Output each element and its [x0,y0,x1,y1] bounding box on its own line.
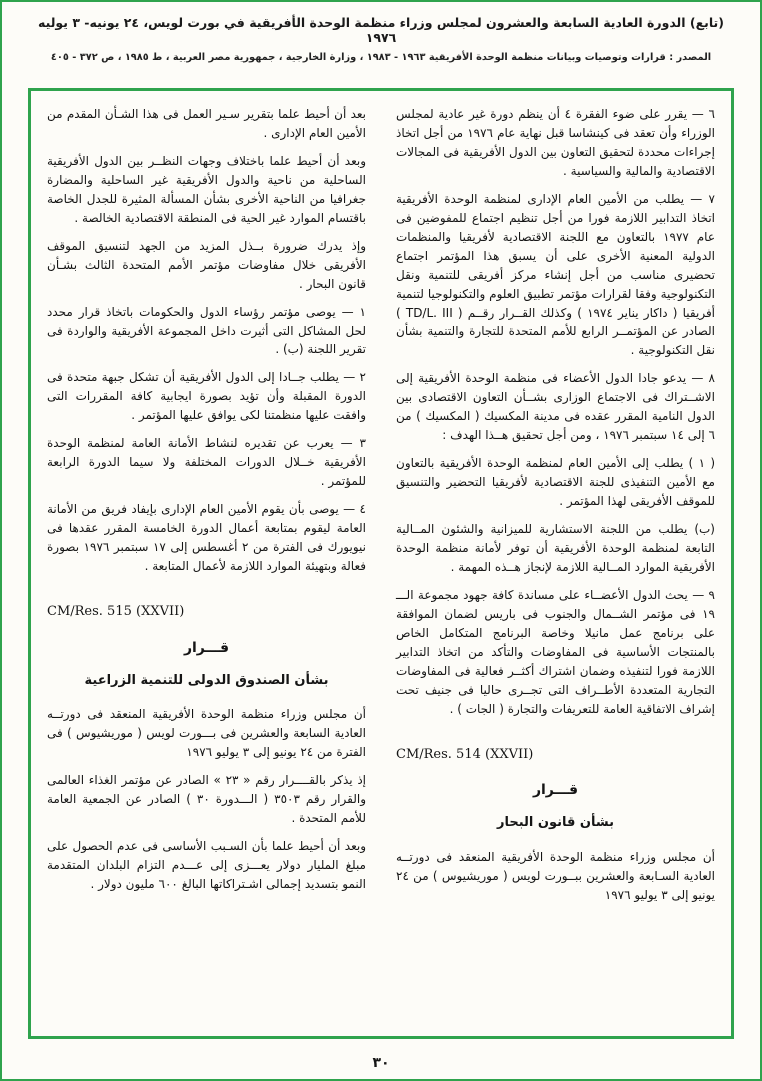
paragraph-aware-effort: وإذ يدرك ضرورة بــذل المزيد من الجهد لتنسيق الموقف الأفريقى خلال مفاوضات مؤتمر الأمم المتحدة الثالث بشـأن قانون البحار . [47,238,366,291]
paragraph-clause-8a: ( ١ ) يطلب إلى الأمين العام لمنظمة الوحدة الأفريقية بالتعاون مع الأمين التنفيذى للجنة الاقتصادية لأفريقيا التحضير والتنسيق للموقف الأفريقى لهذا المؤتمر . [396,456,716,509]
page-header [2,2,760,63]
column-right [396,105,715,1022]
paragraph-clause-9: ٩ — يحث الدول الأعضــاء على مساندة كافة جهود مجموعة الـــ ١٩ فى مؤتمر الشــمال والجنوب فى باريس لضمان الموافقة على برنامج عمل مانيلا وخاصة البرنامج المتكامل الخاص بالمنتجات الأساسية فى المفاوضات والتأكد من اتخاذ التدابير اللازمة فورا لتنفيذه وضمان اشتراك أكثــر فعالية فى المفاوضات التجارية المتعددة الأطــراف التى تجــرى حاليا فى جنيف تحت إشراف الاتفاقية العامة للتعريفات والتجارة ( الجات ) . [396,587,715,716]
paragraph-recalling: إذ يذكر بالقــــرار رقم « ٢٣ » الصادر عن مؤتمر الغذاء العالمى والقرار رقم ٣٥٠٣ ( الـــدورة ٣٠ ) الصادر عن الجمعية العامة للأمم المتحدة . [47,773,366,825]
header-title: (تابع) الدورة العادية السابعة والعشرون لمجلس وزراء منظمة الوحدة الأفريقية في بورت لويس، ٢٤ يونيه- ٣ يوليه ١٩٧٦ [38,15,724,45]
paragraph-clause-6: ٦ — يقرر على ضوء الفقرة ٤ أن ينظم دورة غير عادية لمجلس الوزراء وأن تعقد فى كينشاسا قبل نهاية عام ١٩٧٦ من أجل اتخاذ إجراءات محددة لتحقيق التعاون بين الدول الأفريقية فى المجالات الاقتصادية والمالية والسياسية . [396,107,716,178]
paragraph-clause-1: ١ — يوصى مؤتمر رؤساء الدول والحكومات باتخاذ قرار محدد لحل المشاكل التى أثيرت داخل المجموعة الأفريقية والواردة فى تقرير اللجنة (ب) . [47,304,366,357]
paragraph-clause-8b: (ب) يطلب من اللجنة الاستشارية للميزانية والشئون المــالية التابعة لمنظمة الوحدة الأفريقية أن توفر لأمانة منظمة الوحدة الأفريقية الموارد المــالية اللازمة لإنجاز هــذه المهمة . [396,522,715,574]
resolution-subtitle-law-of-sea: بشأن قانون البحار [496,815,615,831]
resolution-title: قـــرار [532,782,579,799]
resolution-title: قـــرار [183,639,230,656]
paragraph-noted-differences: وبعد أن أحيط علما باختلاف وجهات النظــر بين الدول الأفريقية الساحلية من ناحية والدول الأفريقية غير الساحلية والمضارة جغرافيا من الناحية الأخرى بشأن المسألة المثيرة للجدل الخاصة باقتسام الموارد غير الحية فى المنطقة الاقتصادية الخالصة . [47,153,366,225]
column-left [47,105,366,1022]
resolution-ref-515: CM/Res. 515 (XXVII) [47,603,185,619]
paragraph-clause-7: ٧ — يطلب من الأمين العام الإدارى لمنظمة الوحدة الأفريقية اتخاذ التدابير اللازمة فورا من أجل تنظيم اجتماع للمفوضين فى عام ١٩٧٧ بالتعاون مع اللجنة الاقتصادية لأفريقيا والمنظمات الدولية المعنية الأخرى على أن يسبق هذا المؤتمر اجتماع تحضيرى مناسب من أجل إنشاء مركز أفريقى للتنمية ونقل التكنولوجية وفقا لقرارات مؤتمر تطبيق العلوم والتكنولوجيا لتنمية أفريقيا ( داكار يناير ١٩٧٤ ) وكذلك القــرار رقــم ( TD/L. III ) الصادر عن المؤتمــر الرابع للأمم المتحدة للتجارة والتنمية بشأن نقل التكنولوجية . [396,191,716,358]
paragraph-clause-3: ٣ — يعرب عن تقديره لنشاط الأمانة العامة لمنظمة الوحدة الأفريقية خــلال الدورات المختلفة ولا سيما الدورة الرابعة للمؤتمر . [47,436,366,489]
paragraph-clause-2: ٢ — يطلب جــادا إلى الدول الأفريقية أن تشكل جبهة متحدة فى الدورة المقبلة وأن تؤيد بصورة ايجابية كافة المقررات التى وافقت عليها منظمتنا لكى يوافق عليها المؤتمر . [47,370,366,423]
paragraph-noted-reason: وبعد أن أحيط علما بأن السـبب الأساسى فى عدم الحصول على مبلغ المليار دولار يعـــزى إلى عـــدم التزام البلدان المتقدمة النمو بتسديد إجمالى اشـتراكاتها البالغ ٦٠٠ مليون دولار . [47,838,366,891]
paragraph-resolution-intro: أن مجلس وزراء منظمة الوحدة الأفريقية المنعقد فى دورتــه العادية السـابعة والعشرين ببــورت لويس ( موريشيوس ) من ٢٤ يونيو إلى ٣ يوليو ١٩٧٦ [396,849,715,902]
resolution-ref-514: CM/Res. 514 (XXVII) [396,746,534,762]
paragraph-clause-4: ٤ — يوصى بأن يقوم الأمين العام الإدارى بإيفاد فريق من الأمانة العامة ليقوم بمتابعة أعمال الدورة الخامسة المقرر عقدها فى نيويورك فى الفترة من ٢ أغسطس إلى ١٧ سبتمبر ١٩٧٦ بصورة فعالة وبتهيئة الموارد اللازمة لأعمال المتابعة . [47,502,366,574]
paragraph-clause-8: ٨ — يدعو جادا الدول الأعضاء فى منظمة الوحدة الأفريقية إلى الاشــتراك فى الاجتماع الوزارى بشــأن التعاون الاقتصادى بين الدول النامية المقرر عقده فى مدينة المكسيك ( المكسيك ) من ٦ إلى ١٤ سبتمبر ١٩٧٦ ، ومن أجل تحقيق هــذا الهدف : [396,371,715,443]
content-frame [28,88,734,1039]
header-source: المصدر : قرارات وتوصيات وبيانات منظمة الوحدة الأفريقية ١٩٦٣ - ١٩٨٣ ، وزارة الخارجية ، جمهورية مصر العربية ، ط ١٩٨٥ ، ص ٣٧٢ - ٤٠٥ [50,52,712,63]
paragraph-resolution-intro: أن مجلس وزراء منظمة الوحدة الأفريقية المنعقد فى دورتــه العادية السابعة والعشرين فى بـــورت لويس ( موريشيوس ) فى الفترة من ٢٤ يونيو إلى ٣ يوليو ١٩٧٦ [47,707,366,760]
page-number: ٣٠ [372,1055,390,1071]
paragraph-noted-report: بعد أن أحيط علما بتقرير سـير العمل فى هذا الشـأن المقدم من الأمين العام الإدارى . [47,107,366,140]
resolution-subtitle-agri-fund: بشأن الصندوق الدولى للتنمية الزراعية [84,672,329,688]
